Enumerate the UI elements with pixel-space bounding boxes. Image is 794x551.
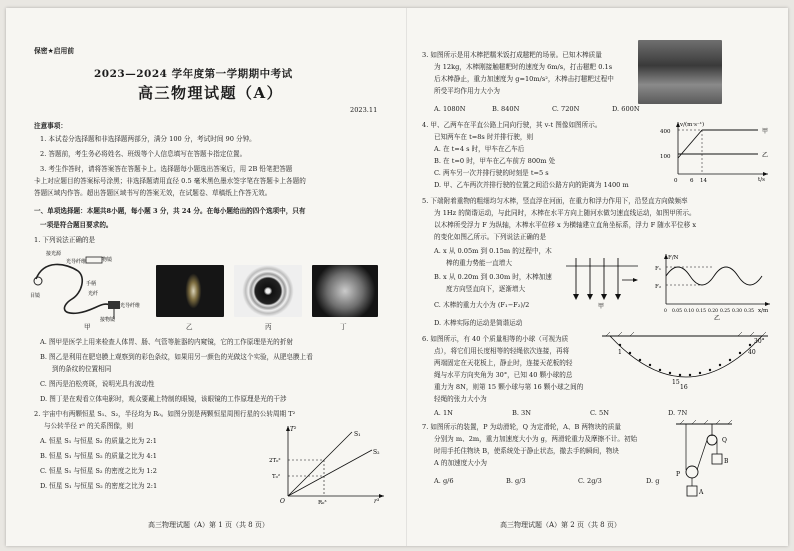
tick-label: 100 xyxy=(660,154,671,160)
exam-date: 2023.11 xyxy=(350,106,378,114)
figure-label: 丙 xyxy=(265,323,272,331)
soap-film-photo xyxy=(156,265,224,317)
tick-label: T₀² xyxy=(272,474,281,480)
tick-label: 0.30 xyxy=(732,309,743,314)
tick-label: 2T₀² xyxy=(269,458,281,464)
axis-label: t/s xyxy=(758,177,765,183)
line-label: 甲 xyxy=(762,128,769,135)
section-heading: 一、单项选择题：本题共8小题，每小题 3 分，共 24 分。在每小题给出的四个选项中，只有 xyxy=(34,207,306,215)
question-5-line: 以木棒所受浮力 F 为纵轴，木棒水平位移 x 为横轴建立直角坐标系，浮力 F 随水平位移 x xyxy=(434,221,697,229)
angle-label: 30° xyxy=(754,338,765,345)
question-3-line: 3. 如图所示是用木棒把糯米饭打成糍粑的场景。已知木棒质量 xyxy=(422,51,602,59)
option: C. 720N xyxy=(552,105,580,113)
option: B. 恒星 S₁ 与恒星 S₂ 的质量之比为 4:1 xyxy=(40,452,157,460)
notice-item: 3. 考生作答时，请将答案答在答题卡上。选择题每小题选出答案后，用 2B 铅笔把答题 xyxy=(40,165,293,173)
figure-label: 乙 xyxy=(186,323,193,331)
option: B. 3N xyxy=(512,409,532,417)
notice-item: 答题区域内作答。超出答题区域书写的答案无效，在试题卷、草稿纸上作答无效。 xyxy=(34,189,272,197)
ball-chain-figure xyxy=(598,330,774,392)
tick-label: 0.10 xyxy=(684,309,695,314)
floating-rod-figure xyxy=(562,250,642,308)
exam-title: 2023—2024 学年度第一学期期中考试 xyxy=(94,68,293,80)
figure-label: 甲 xyxy=(598,303,605,310)
question-7-line: 7. 如图所示的装置，P 为动滑轮，Q 为定滑轮，A、B 两物块的质量 xyxy=(422,423,621,431)
ball-label: 15 xyxy=(672,379,680,386)
page-2 xyxy=(422,8,774,546)
tick-label: 14 xyxy=(700,178,707,184)
notice-item: 卡上对应题目的答案标号涂黑；非选择题请用直径 0.5 毫米黑色墨水签字笔在答题卡上各题的 xyxy=(34,177,306,185)
question-1-stem: 1. 下列说法正确的是 xyxy=(34,236,96,244)
axis-label: v/(m·s⁻¹) xyxy=(680,122,705,128)
option: 到的条纹的位置相同 xyxy=(52,365,112,373)
exam-sheet xyxy=(6,8,788,546)
option: 度方向竖直向下，逐渐增大 xyxy=(446,285,526,293)
option: D. 图丁是在观看立体电影时，观众要戴上特制的眼镜，该眼镜的工作原理是光的干涉 xyxy=(40,395,287,403)
tick-label: 0.35 xyxy=(744,309,755,314)
axis-label: T² xyxy=(290,426,297,433)
endoscope-figure xyxy=(26,249,141,323)
block-label: B xyxy=(724,458,729,465)
option: D. 恒星 S₁ 与恒星 S₂ 的密度之比为 2:1 xyxy=(40,482,158,490)
option: C. 木棒的重力大小为 (F₁−F₂)/2 xyxy=(434,301,530,309)
tick-label: 0.25 xyxy=(720,309,731,314)
device-label: 手柄 xyxy=(86,281,97,287)
option: D. 甲、乙车两次并排行驶的位置之间沿公路方向的距离为 1400 m xyxy=(434,181,629,189)
device-label: 光纤 xyxy=(88,291,99,297)
line-label: S₂ xyxy=(373,449,380,456)
option: B. 在 t=0 时，甲车在乙车前方 800m 处 xyxy=(434,157,556,165)
tick-label: 0.20 xyxy=(708,309,719,314)
tick-label: 0.15 xyxy=(696,309,707,314)
option: C. 2g/3 xyxy=(578,477,602,485)
question-4-line: 已知两车在 t=8s 时并排行驶，则 xyxy=(434,133,534,141)
line-label: 乙 xyxy=(762,152,769,159)
block-label: A xyxy=(699,489,704,496)
question-6-line: 重力为 8N，则第 15 颗小球与第 16 颗小球之间的 xyxy=(434,383,584,391)
device-label: 光导纤维 xyxy=(66,259,87,265)
option: D. g xyxy=(646,477,660,485)
option: B. 图乙是利用在肥皂膜上观察到的彩色条纹，如果用另一颜色的光做这个实验，从肥皂膜上看 xyxy=(40,353,313,361)
question-5-line: 为 1Hz 的简谐运动，与此同时，木棒在水平方向上随河水做匀速直线运动，如图甲所示。 xyxy=(434,209,696,217)
ball-label: 16 xyxy=(680,384,688,391)
question-7-line: 时用手托住物块 B，使系统处于静止状态，撤去手的瞬间，物块 xyxy=(434,447,619,455)
option: A. x 从 0.05m 到 0.15m 的过程中，木 xyxy=(434,247,552,255)
question-7-line: 分别为 m、2m，重力加速度大小为 g，两滑轮重力及摩擦不计。初始 xyxy=(434,435,638,443)
device-label: 目镜 xyxy=(30,293,41,299)
question-2-stem: 2. 宇宙中有两颗恒星 S₁、S₂，半径均为 R₀。如图分别是两颗恒星周围行星的公转周期 T² xyxy=(34,410,296,418)
pulley-label: Q xyxy=(722,437,727,444)
3d-glasses-photo xyxy=(312,265,378,317)
option: D. 600N xyxy=(612,105,640,113)
rice-cake-pounding-photo xyxy=(638,40,722,104)
ball-label: 1 xyxy=(618,349,622,356)
notice-item: 1. 本试卷分选择题和非选择题两部分，满分 100 分，考试时间 90 分钟。 xyxy=(40,135,256,143)
device-label: 光导纤维 xyxy=(120,303,141,309)
figure-label: 丁 xyxy=(340,323,347,331)
question-2-stem: 与公转半径 r³ 的关系图像，则 xyxy=(44,422,134,430)
tick-label: 0.05 xyxy=(672,309,683,314)
option: A. 1N xyxy=(434,409,453,417)
poisson-spot-photo xyxy=(234,265,302,317)
option: C. 恒星 S₁ 与恒星 S₂ 的密度之比为 1:2 xyxy=(40,467,157,475)
option: B. x 从 0.20m 到 0.30m 时，木棒加速 xyxy=(434,273,552,281)
question-7-line: A 的加速度大小为 xyxy=(434,459,488,467)
secret-label: 保密★启用前 xyxy=(34,47,75,55)
page-footer: 高三物理试题（A）第 2 页（共 8 页） xyxy=(500,521,621,529)
option: C. 5N xyxy=(590,409,609,417)
axis-label: F/N xyxy=(668,255,679,261)
tick-label: 0 xyxy=(664,309,667,314)
pulley-label: P xyxy=(676,471,681,478)
option: 棒的重力势能一直增大 xyxy=(446,259,512,267)
question-6-line: 轻绳的张力大小为 xyxy=(434,395,487,403)
question-6-line: 两端固定在天花板上，静止时，连接天花板的轻 xyxy=(434,359,573,367)
axis-label: x/m xyxy=(758,308,769,314)
notice-item: 2. 答题前，考生务必将姓名、班级等个人信息填写在答题卡指定位置。 xyxy=(40,150,247,158)
notice-heading: 注意事项： xyxy=(34,122,67,130)
paper-title: 高三物理试题（A） xyxy=(138,84,284,102)
option: B. 840N xyxy=(492,105,520,113)
axis-label: r³ xyxy=(374,498,380,505)
question-5-line: 的变化如图乙所示。下列说法正确的是 xyxy=(434,233,547,241)
figure-label: 甲 xyxy=(84,323,91,331)
page-footer: 高三物理试题（A）第 1 页（共 8 页） xyxy=(148,521,269,529)
question-3-line: 后木棒静止，重力加速度为 g=10m/s²，木棒击打糍粑过程中 xyxy=(434,75,614,83)
question-3-line: 为 12kg，木棒刚接触糍粑时的速度为 6m/s，打击糍粑 0.1s xyxy=(434,63,613,71)
origin-label: O xyxy=(280,498,285,505)
device-label: 接光源 xyxy=(46,251,62,257)
line-label: S₁ xyxy=(354,431,361,438)
page-1 xyxy=(30,8,395,546)
option: D. 7N xyxy=(668,409,688,417)
option: A. 恒星 S₁ 与恒星 S₂ 的质量之比为 2:1 xyxy=(40,437,157,445)
question-3-line: 所受平均作用力大小为 xyxy=(434,87,500,95)
t2-r3-graph xyxy=(268,422,388,504)
option: A. 在 t=4 s 时，甲车在乙车后 xyxy=(434,145,525,153)
option: C. 图丙是泊松亮斑，说明光具有波动性 xyxy=(40,380,155,388)
question-4-line: 4. 甲、乙两车在平直公路上同向行驶，其 v-t 图像如图所示。 xyxy=(422,121,602,129)
pulley-figure xyxy=(672,420,736,500)
v-t-graph xyxy=(654,118,774,184)
page-fold xyxy=(406,8,407,546)
option: D. 木棒实际的运动是简谐运动 xyxy=(434,319,523,327)
section-heading: 一项是符合题目要求的。 xyxy=(40,221,113,229)
ball-label: 40 xyxy=(748,349,756,356)
question-6-line: 绳与水平方向夹角为 30°，已知 40 颗小球的总 xyxy=(434,371,573,379)
option: A. 1080N xyxy=(434,105,466,113)
option: A. 图甲是医学上用来检查人体胃、肠、气管等脏器的内窥镜，它的工作原理是光的折射 xyxy=(40,338,293,346)
device-label: 物镜 xyxy=(102,257,113,263)
figure-label: 乙 xyxy=(714,315,721,322)
tick-label: 400 xyxy=(660,129,671,135)
option: C. 两车另一次并排行驶的时刻是 t=5 s xyxy=(434,169,549,177)
f-x-graph xyxy=(654,250,776,320)
option: A. g/6 xyxy=(434,477,454,485)
question-6-line: 6. 如图所示，有 40 个质量相等的小球（可视为质 xyxy=(422,335,569,343)
tick-label: 6 xyxy=(690,178,694,184)
question-5-line: 5. 下端附着重物的粗细均匀木棒，竖直浮在河面，在重力和浮力作用下，沿竖直方向做频率 xyxy=(422,197,688,205)
device-label: 接物镜 xyxy=(100,317,116,323)
tick-label: 0 xyxy=(674,178,678,184)
tick-label: R₀³ xyxy=(318,500,327,506)
tick-label: F₂ xyxy=(655,284,662,290)
question-6-line: 点），将它们用长度相等的轻绳依次连接，再将 xyxy=(434,347,570,355)
option: B. g/3 xyxy=(506,477,526,485)
tick-label: F₁ xyxy=(655,266,662,272)
